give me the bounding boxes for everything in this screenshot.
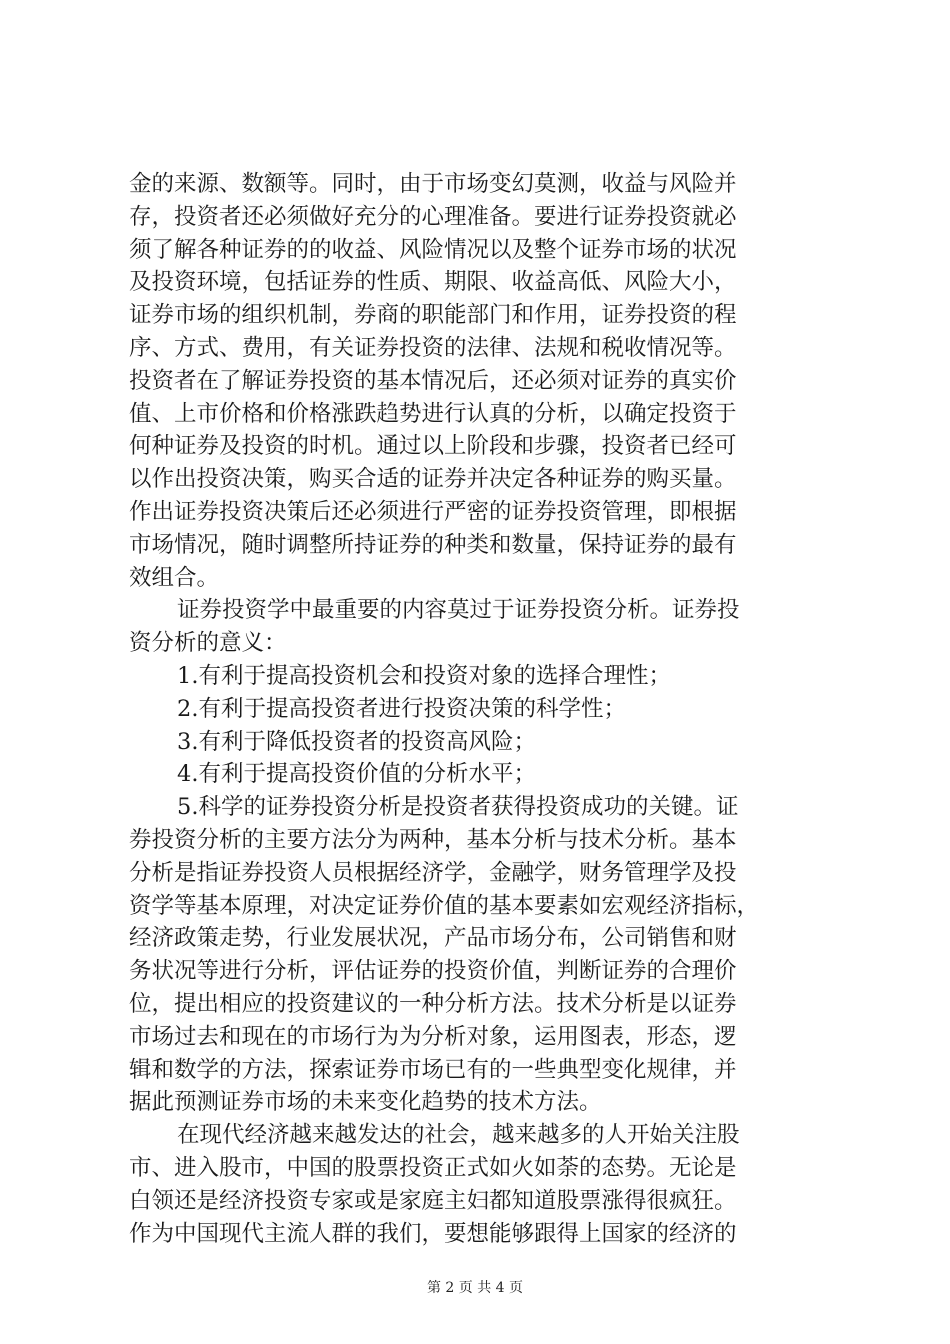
text-line: 市场情况，随时调整所持证券的种类和数量，保持证券的最有 xyxy=(129,531,737,558)
list-item: 5.科学的证券投资分析是投资者获得投资成功的关键。证 xyxy=(177,794,739,821)
text-line: 位，提出相应的投资建议的一种分析方法。技术分析是以证券 xyxy=(129,990,737,1017)
text-line: 资分析的意义： xyxy=(129,630,287,657)
paragraph-start-line: 在现代经济越来越发达的社会，越来越多的人开始关注股 xyxy=(177,1122,740,1149)
text-line: 资学等基本原理，对决定证券价值的基本要素如宏观经济指标， xyxy=(129,892,760,919)
text-line: 白领还是经济投资专家或是家庭主妇都知道股票涨得很疯狂。 xyxy=(129,1187,737,1214)
text-line: 务状况等进行分析，评估证券的投资价值，判断证券的合理价 xyxy=(129,958,737,985)
text-line: 辑和数学的方法，探索证券市场已有的一些典型变化规律，并 xyxy=(129,1056,737,1083)
text-line: 作为中国现代主流人群的我们，要想能够跟得上国家的经济的 xyxy=(129,1220,737,1247)
text-line: 值、上市价格和价格涨跌趋势进行认真的分析，以确定投资于 xyxy=(129,400,737,427)
text-line: 证券市场的组织机制，券商的职能部门和作用，证券投资的程 xyxy=(129,302,737,329)
list-item: 1.有利于提高投资机会和投资对象的选择合理性； xyxy=(177,662,671,689)
page-number-footer: 第 2 页 共 4 页 xyxy=(426,1280,524,1296)
list-item: 4.有利于提高投资价值的分析水平； xyxy=(177,761,536,788)
text-line: 以作出投资决策，购买合适的证券并决定各种证券的购买量。 xyxy=(129,466,737,493)
text-line: 须了解各种证券的的收益、风险情况以及整个证券市场的状况 xyxy=(129,236,737,263)
text-line: 及投资环境，包括证券的性质、期限、收益高低、风险大小， xyxy=(129,269,737,296)
paragraph-start-line: 证券投资学中最重要的内容莫过于证券投资分析。证券投 xyxy=(177,597,740,624)
list-item: 2.有利于提高投资者进行投资决策的科学性； xyxy=(177,695,626,722)
text-line: 何种证券及投资的时机。通过以上阶段和步骤，投资者已经可 xyxy=(129,433,737,460)
text-line: 金的来源、数额等。同时，由于市场变幻莫测，收益与风险并 xyxy=(129,171,737,197)
text-line: 存，投资者还必须做好充分的心理准备。要进行证券投资就必 xyxy=(129,203,737,230)
text-line: 市、进入股市，中国的股票投资正式如火如荼的态势。无论是 xyxy=(129,1154,737,1181)
text-line: 市场过去和现在的市场行为为分析对象，运用图表，形态，逻 xyxy=(129,1023,737,1050)
text-line: 序、方式、费用，有关证券投资的法律、法规和税收情况等。 xyxy=(129,334,737,361)
text-line: 券投资分析的主要方法分为两种，基本分析与技术分析。基本 xyxy=(129,826,737,853)
text-line: 投资者在了解证券投资的基本情况后，还必须对证券的真实价 xyxy=(129,367,737,394)
text-line: 分析是指证券投资人员根据经济学，金融学，财务管理学及投 xyxy=(129,859,737,886)
list-item: 3.有利于降低投资者的投资高风险； xyxy=(177,728,536,755)
text-line: 作出证券投资决策后还必须进行严密的证券投资管理，即根据 xyxy=(129,498,737,525)
text-line: 效组合。 xyxy=(129,564,220,591)
text-line: 据此预测证券市场的未来变化趋势的技术方法。 xyxy=(129,1089,602,1116)
body-text xyxy=(129,168,829,1250)
text-line: 经济政策走势，行业发展状况，产品市场分布，公司销售和财 xyxy=(129,925,737,952)
